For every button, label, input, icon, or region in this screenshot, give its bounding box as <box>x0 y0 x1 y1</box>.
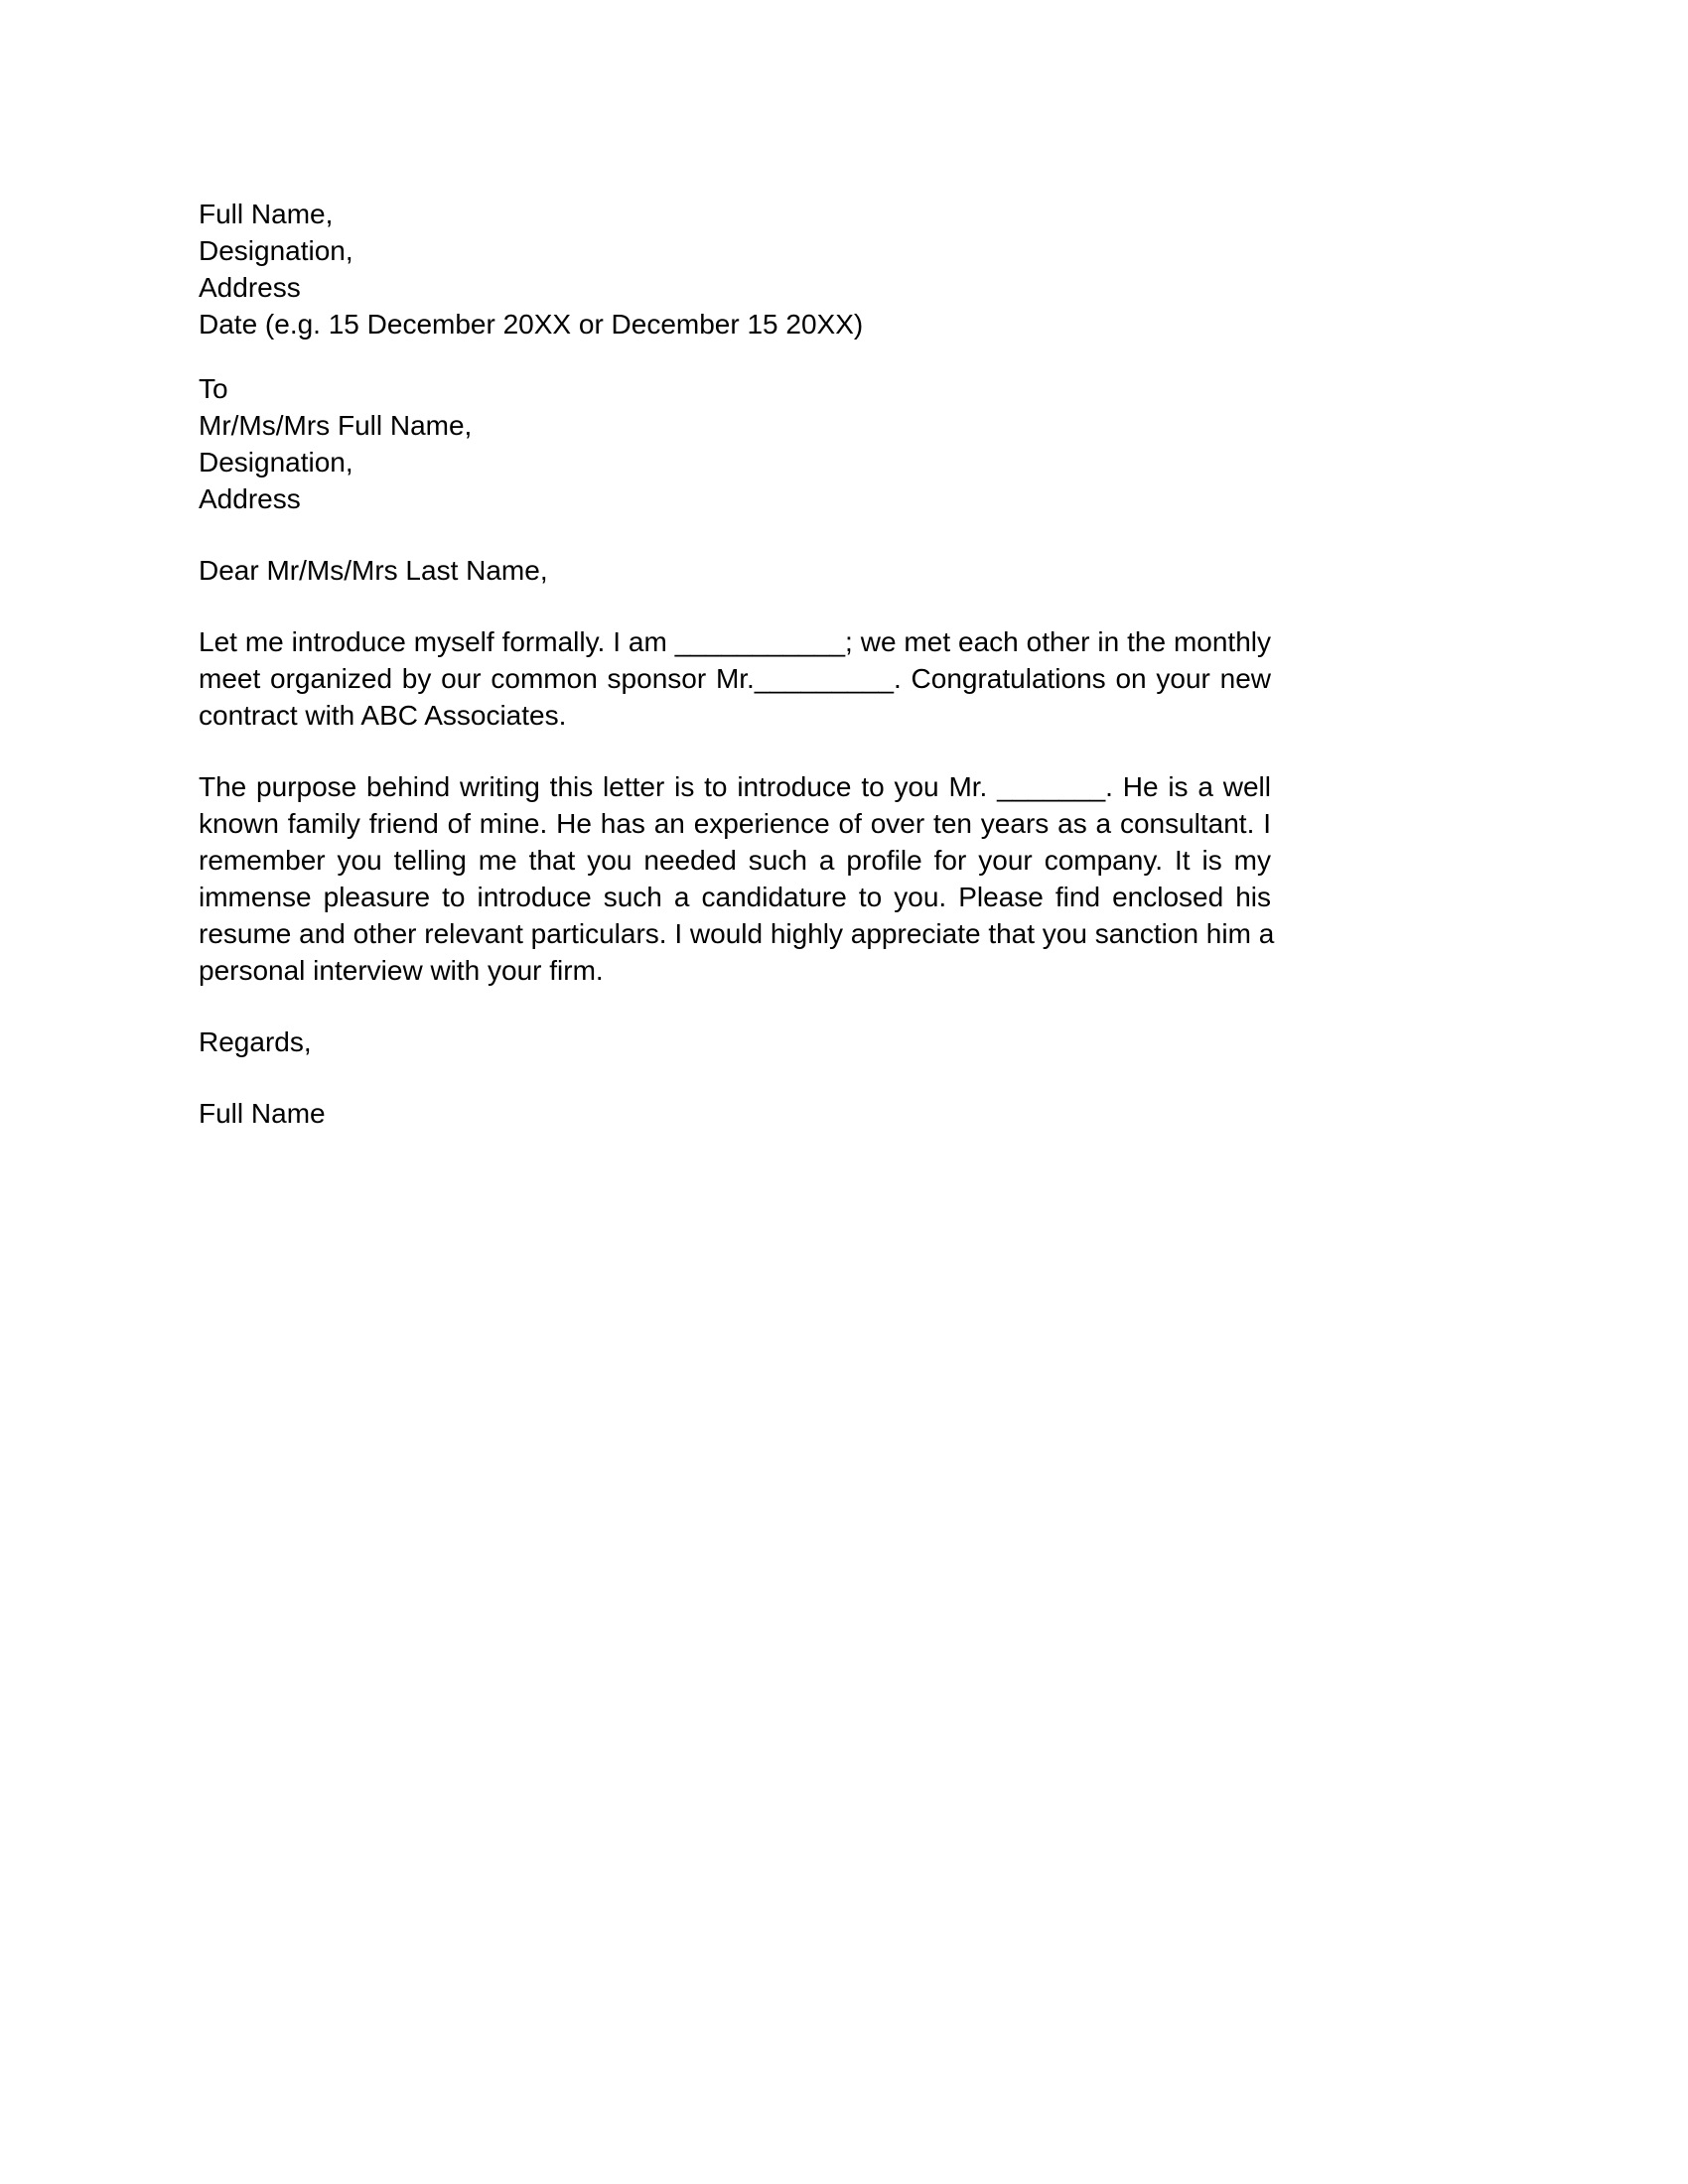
recipient-designation: Designation, <box>199 447 353 478</box>
signature-name: Full Name <box>199 1098 326 1129</box>
signature <box>199 1095 1271 1132</box>
body-paragraph-2 <box>199 768 1275 989</box>
paragraph-2-line: immense pleasure to introduce such a candidature to you. Please find enclosed his <box>199 882 1271 912</box>
paragraph-2-line: The purpose behind writing this letter is to introduce to you Mr. _______. He is a well <box>199 771 1271 802</box>
paragraph-1-line: meet organized by our common sponsor Mr._________. Congratulations on your new <box>199 663 1271 694</box>
paragraph-2-line: remember you telling me that you needed such a profile for your company. It is my <box>199 845 1271 876</box>
sender-block <box>199 196 1271 342</box>
sender-name: Full Name, <box>199 199 334 229</box>
paragraph-1-line: Let me introduce myself formally. I am ___________; we met each other in the monthly <box>199 626 1271 657</box>
salutation <box>199 552 1271 589</box>
paragraph-2-line: personal interview with your firm. <box>199 955 604 986</box>
paragraph-2-line: resume and other relevant particulars. I would highly appreciate that you sanction him a <box>199 918 1275 949</box>
letter-date: Date (e.g. 15 December 20XX or December 15 20XX) <box>199 309 864 340</box>
recipient-name: Mr/Ms/Mrs Full Name, <box>199 410 473 441</box>
letter-body <box>199 196 1275 1166</box>
recipient-address: Address <box>199 483 301 514</box>
sender-address: Address <box>199 272 301 303</box>
paragraph-2-line: known family friend of mine. He has an experience of over ten years as a consultant. I <box>199 808 1271 839</box>
recipient-to-label: To <box>199 373 228 404</box>
paragraph-1-line: contract with ABC Associates. <box>199 700 567 731</box>
closing-text: Regards, <box>199 1026 312 1057</box>
closing <box>199 1024 1271 1060</box>
salutation-text: Dear Mr/Ms/Mrs Last Name, <box>199 555 548 586</box>
recipient-block <box>199 370 1271 517</box>
sender-designation: Designation, <box>199 235 353 266</box>
body-paragraph-1 <box>199 623 1271 734</box>
